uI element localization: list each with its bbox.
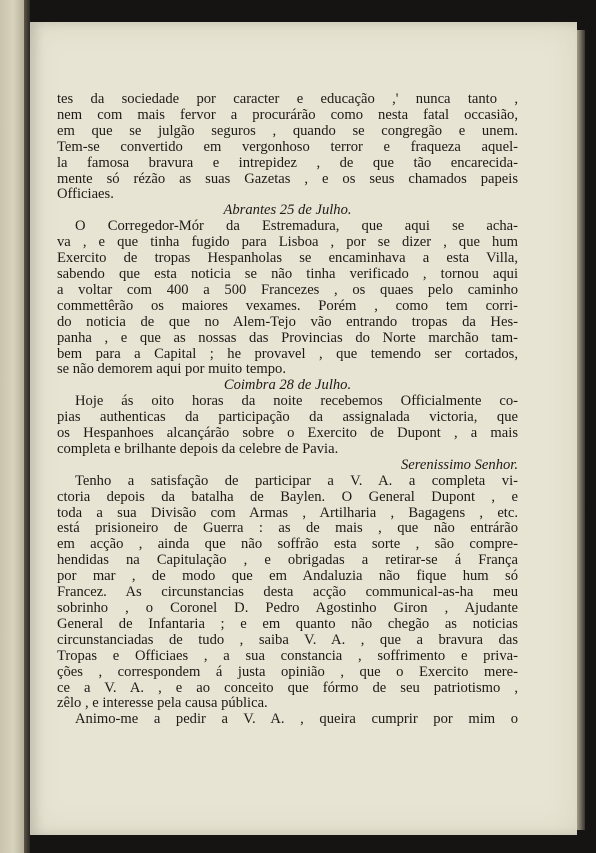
text-line: Francez. As circunstancias desta acção communical-as-ha meu [57,584,518,601]
text-line: panha , e que as nossas das Provincias do Norte marchão tam- [57,329,518,346]
text-line: Tenho a satisfação de participar a V. A. a completa vi- [75,472,518,489]
text-line: toda a sua Divisão com Armas , Artilharia , Bagagens , etc. [57,504,518,521]
text-line: Exercito de tropas Hespanholas se encaminhava a esta Villa, [57,250,518,267]
text-line: mente só rézão as suas Gazetas , e os seus chamados papeis [57,170,518,187]
text-line: sabendo que esta noticia se não tinha verificado , tornou aqui [57,265,518,282]
text-line: Animo-me a pedir a V. A. , queira cumprir por mim o [75,711,518,728]
text-line: em acção , ainda que não soffrão esta sorte , são compre- [57,536,518,553]
text-line: Tem-se convertido em vergonhoso terror e fraqueza aquel- [57,138,518,155]
text-line: Hoje ás oito horas da noite recebemos Officialmente co- [75,393,518,410]
text-line: Tropas e Officiaes , a sua constancia , soffrimento e priva- [57,647,518,664]
text-line: tes da sociedade por caracter e educação ,' nunca tanto , [57,91,518,107]
text-line: ções , correspondem á justa opinião , que o Exercito mere- [57,663,518,680]
text-line: ctoria depois da batalha de Baylen. O General Dupont , e [57,488,518,505]
body-text [57,92,518,728]
text-line: zêlo , e interesse pela causa pública. [57,695,268,712]
text-line: circunstanciadas de tudo , saiba V. A. , que a bravura das [57,631,518,648]
text-line: os Hespanhoes alcançárão sobre o Exercito de Dupont , a mais [57,425,518,442]
text-line: va , e que tinha fugido para Lisboa , por se dizer , que hum [57,234,518,251]
dateline-heading: Coimbra 28 de Julho. [223,377,352,394]
text-line: nem com mais fervor a procurárão como nesta fatal occasião, [57,106,518,123]
salutation: Serenissimo Senhor. [400,456,518,473]
text-line: sobrinho , o Coronel D. Pedro Agostinho Giron , Ajudante [57,600,518,616]
page-edge-shadow [577,30,585,830]
text-line: hendidas na Capitulação , e obrigadas a retirar-se á França [57,552,518,569]
dateline-heading: Abrantes 25 de Julho. [223,202,352,219]
text-line: Officiaes. [57,186,114,203]
text-line: General de Infantaria ; e em quanto não chegão as noticias [57,615,518,632]
text-line: commettêrão os maiores vexames. Porém , como tem corri- [57,297,518,314]
text-line: se não demorem aqui por muito tempo. [57,361,286,378]
text-line: a voltar com 400 a 500 Francezes , os quaes pelo caminho [57,281,518,298]
text-line: la famosa bravura e intrepidez , de que tão encarecida- [57,154,518,171]
document-page [30,22,577,835]
text-line: O Corregedor-Mór da Estremadura, que aqui se acha- [75,218,518,235]
text-line: completa e brilhante depois da celebre de Pavia. [57,440,339,457]
text-line: do noticia de que no Alem-Tejo vão entrando tropas da Hes- [57,313,518,330]
text-line: está prisioneiro de Guerra : as de mais , que não entrárão [57,520,518,537]
facing-page-edge [0,0,24,853]
text-line: ce a V. A. , e ao conceito que fórmo de seu patriotismo , [57,679,518,696]
text-line: em que se julgão seguros , quando se congregão e unem. [57,122,518,139]
text-line: pias authenticas da participação da assignalada victoria, que [57,409,518,426]
text-line: por mar , de modo que em Andaluzia não fique hum só [57,568,518,585]
text-line: bem para a Capital ; he provavel , que temendo ser cortados, [57,345,518,362]
